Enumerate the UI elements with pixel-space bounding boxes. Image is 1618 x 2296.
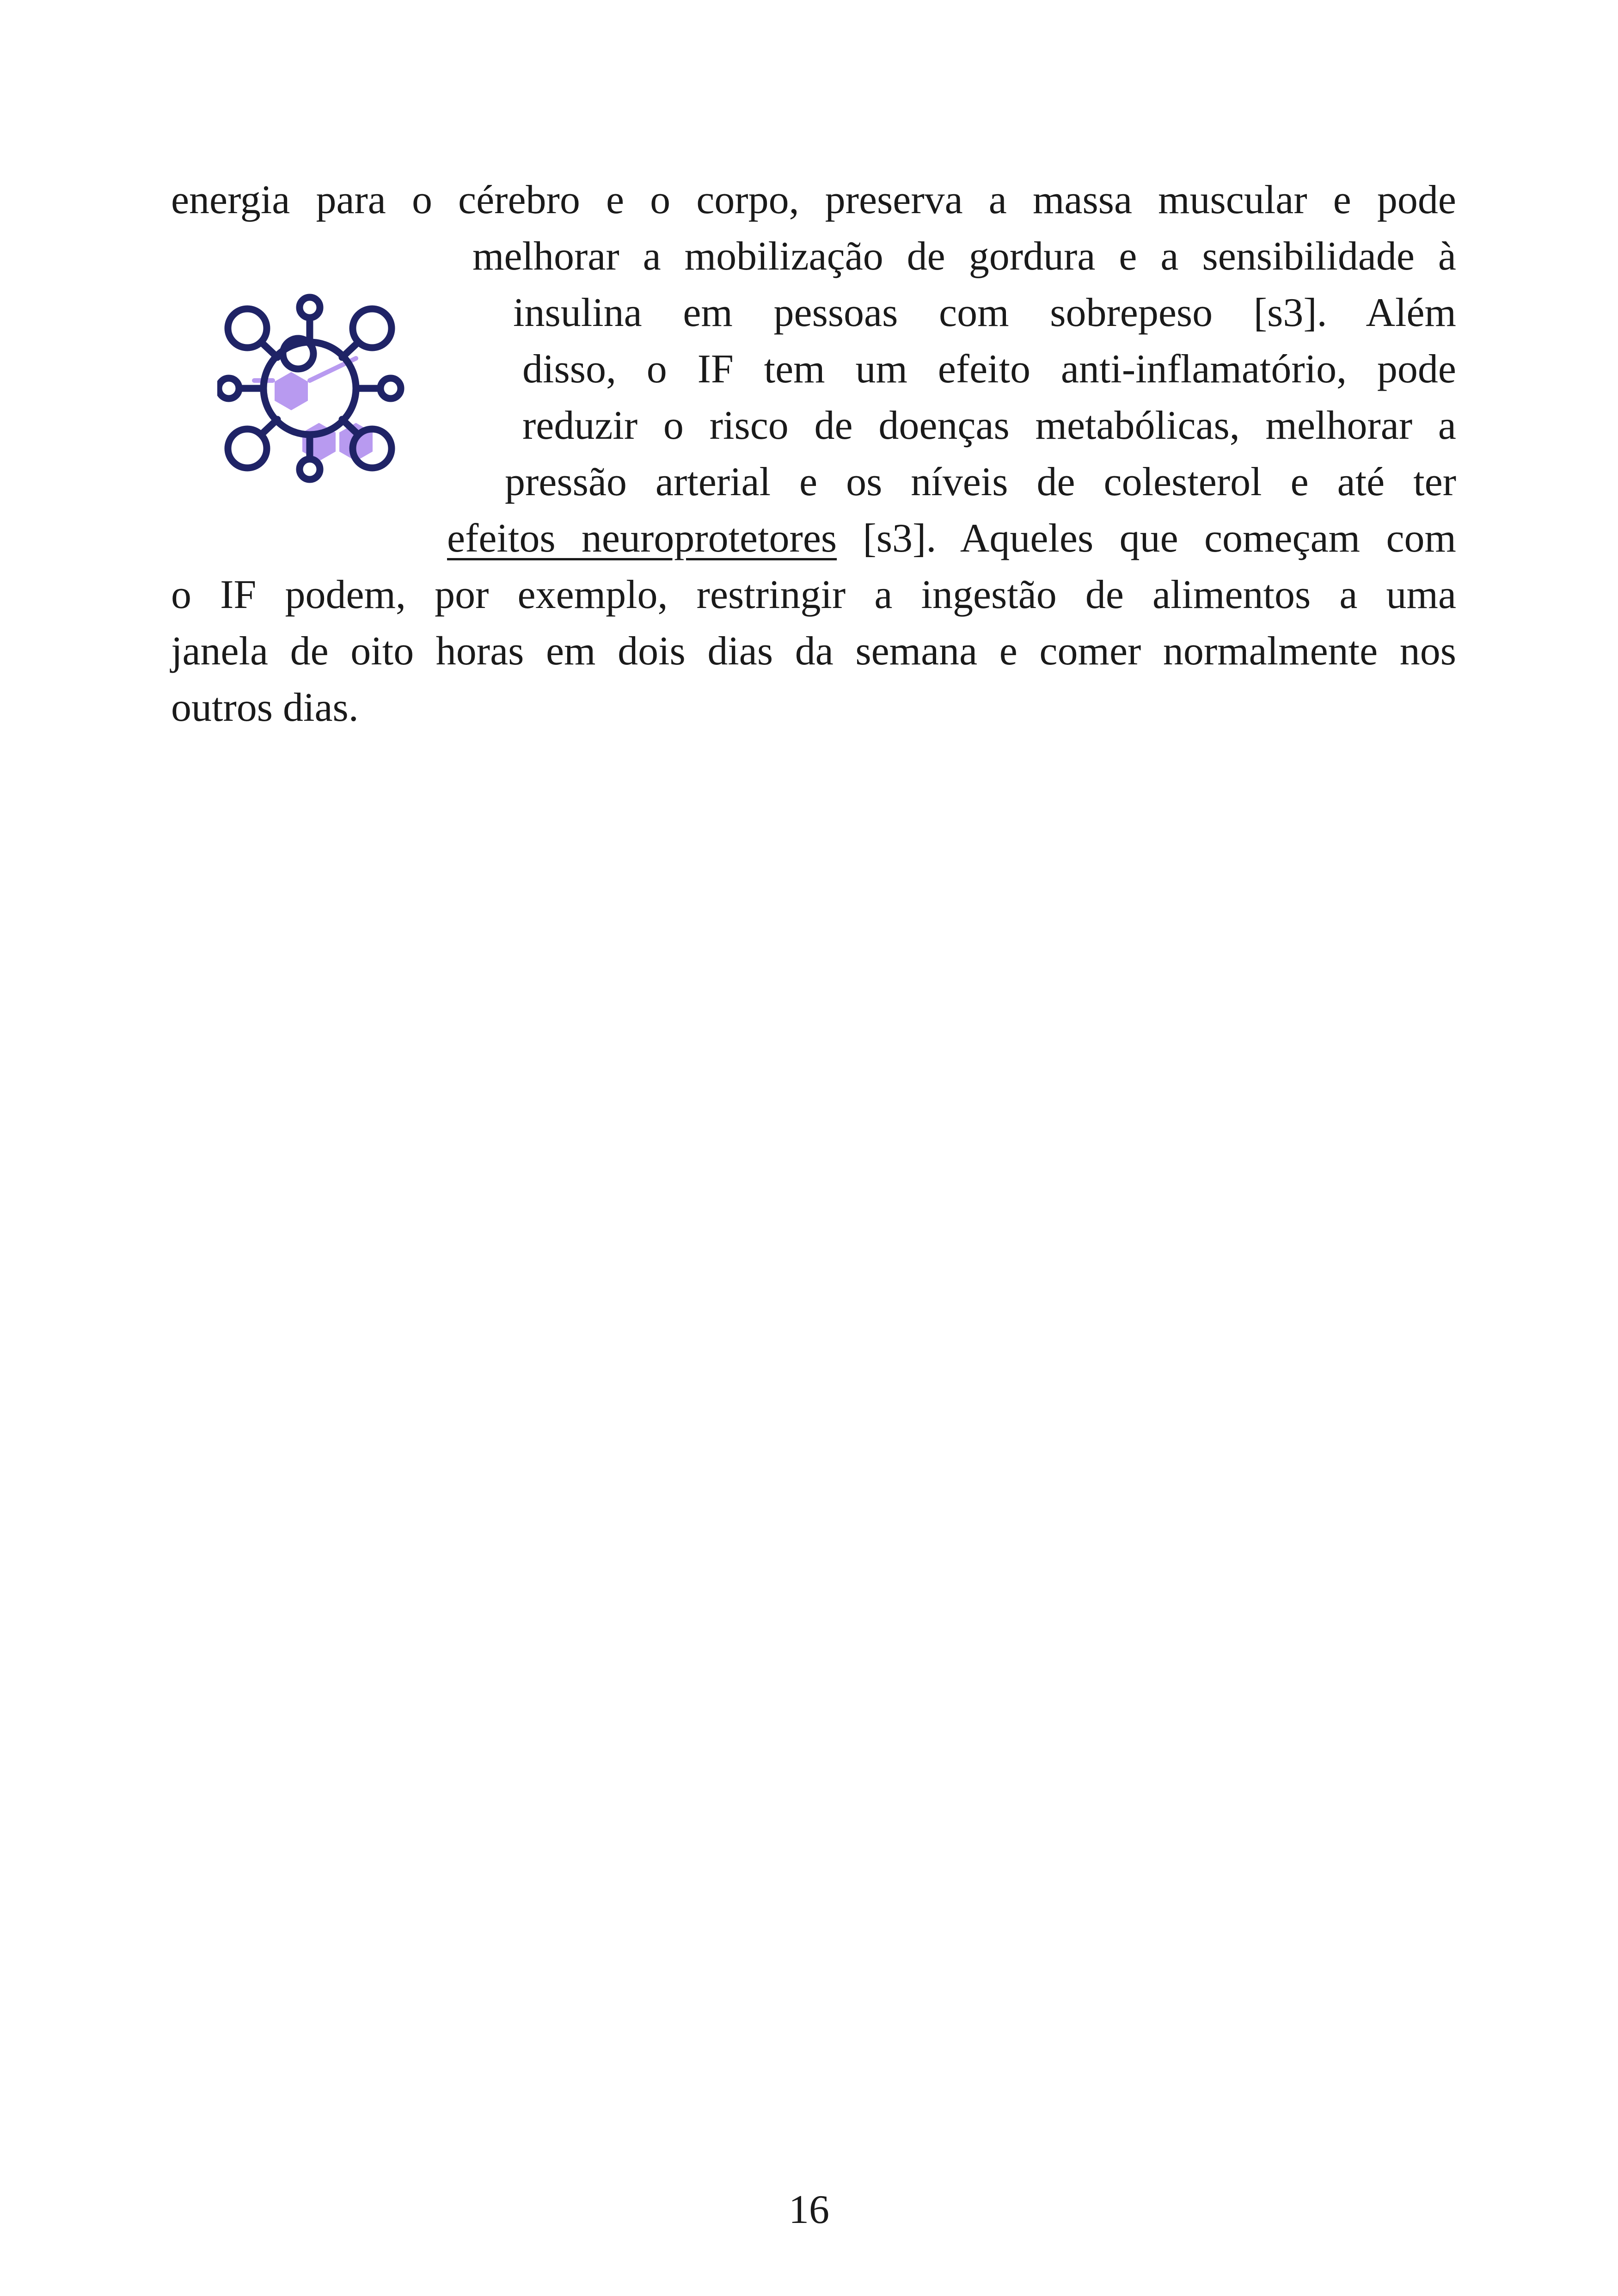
body-line-2: melhorar a mobilização de gordura e a sensibilidade à [472,234,1456,279]
body-line-10: outros dias. [171,685,359,730]
body-line-9: janela de oito horas em dois dias da semana e comer normalmente nos [171,629,1456,674]
body-line-7-rest: [s3]. Aqueles que começam com [837,516,1456,561]
body-line-3: insulina em pessoas com sobrepeso [s3]. Além [513,290,1456,335]
body-line-4: disso, o IF tem um efeito anti-inflamatório, pode [522,347,1456,392]
body-line-5: reduzir o risco de doenças metabólicas, melhorar a [522,403,1456,448]
body-line-6: pressão arterial e os níveis de colesterol e até ter [505,460,1456,504]
virus-molecule-icon [217,273,439,504]
body-line-1: energia para o cérebro e o corpo, preserva a massa muscular e pode [171,178,1456,222]
body-line-7 [447,510,1456,567]
page-number: 16 [789,2187,829,2232]
body-line-8: o IF podem, por exemplo, restringir a ingestão de alimentos a uma [171,572,1456,617]
neuroprotective-link[interactable]: efeitos neuroprotetores [447,516,837,561]
